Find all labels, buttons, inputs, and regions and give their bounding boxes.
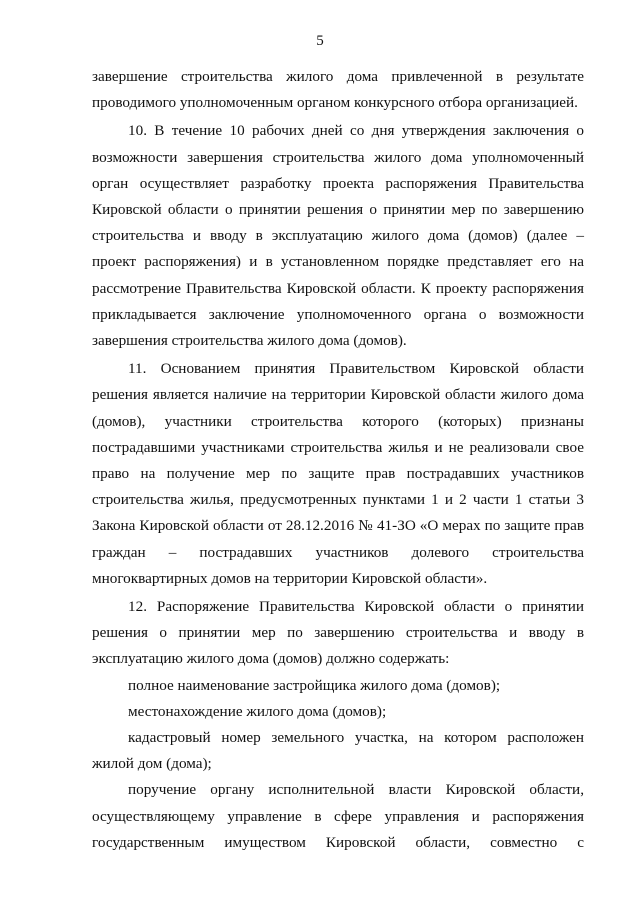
paragraph-10: 10. В течение 10 рабочих дней со дня утверждения заключения о возможности завершения строительства жилого дома уполномоченный орган осуществляет разработку проекта распоряжения Правительства Кировской области о принятии решения о принятии мер по завершению строительства и вводу в эксплуатацию жилого дома (домов) (далее – проект распоряжения) и в установленном порядке представляет его на рассмотрение Правительства Кировской области. К проекту распоряжения прикладывается заключение уполномоченного органа о возможности завершения строительства жилого дома (домов). — [92, 122, 584, 350]
list-item-cadastral-number: кадастровый номер земельного участка, на котором расположен жилой дом (дома); — [92, 729, 584, 773]
paragraph-continuation: завершение строительства жилого дома привлеченной в результате проводимого уполномоченным органом конкурсного отбора организацией. — [92, 68, 584, 112]
list-item-developer-name: полное наименование застройщика жилого дома (домов); — [128, 676, 501, 694]
document-body — [92, 64, 584, 856]
page-number: 5 — [316, 33, 324, 49]
paragraph-11: 11. Основанием принятия Правительством Кировской области решения является наличие на территории Кировской области жилого дома (домов), участники строительства которого (которых) признаны пострадавшими участниками строительства жилья и не реализовали свое право на получение мер по защите прав пострадавших участников строительства жилья, предусмотренных пунктами 1 и 2 части 1 статьи 3 Закона Кировской области от 28.12.2016 № 41-ЗО «О мерах по защите прав граждан – пострадавших участников долевого строительства многоквартирных домов на территории Кировской области». — [92, 360, 584, 587]
paragraph-12: 12. Распоряжение Правительства Кировской области о принятии решения о принятии мер по завершению строительства и вводу в эксплуатацию жилого дома (домов) должно содержать: — [92, 598, 584, 668]
list-item-location: местонахождение жилого дома (домов); — [128, 702, 387, 720]
list-item-instruction: поручение органу исполнительной власти Кировской области, осуществляющему управление в сфере управления и распоряжения государственным имуществом Кировской области, совместно с — [92, 781, 584, 851]
